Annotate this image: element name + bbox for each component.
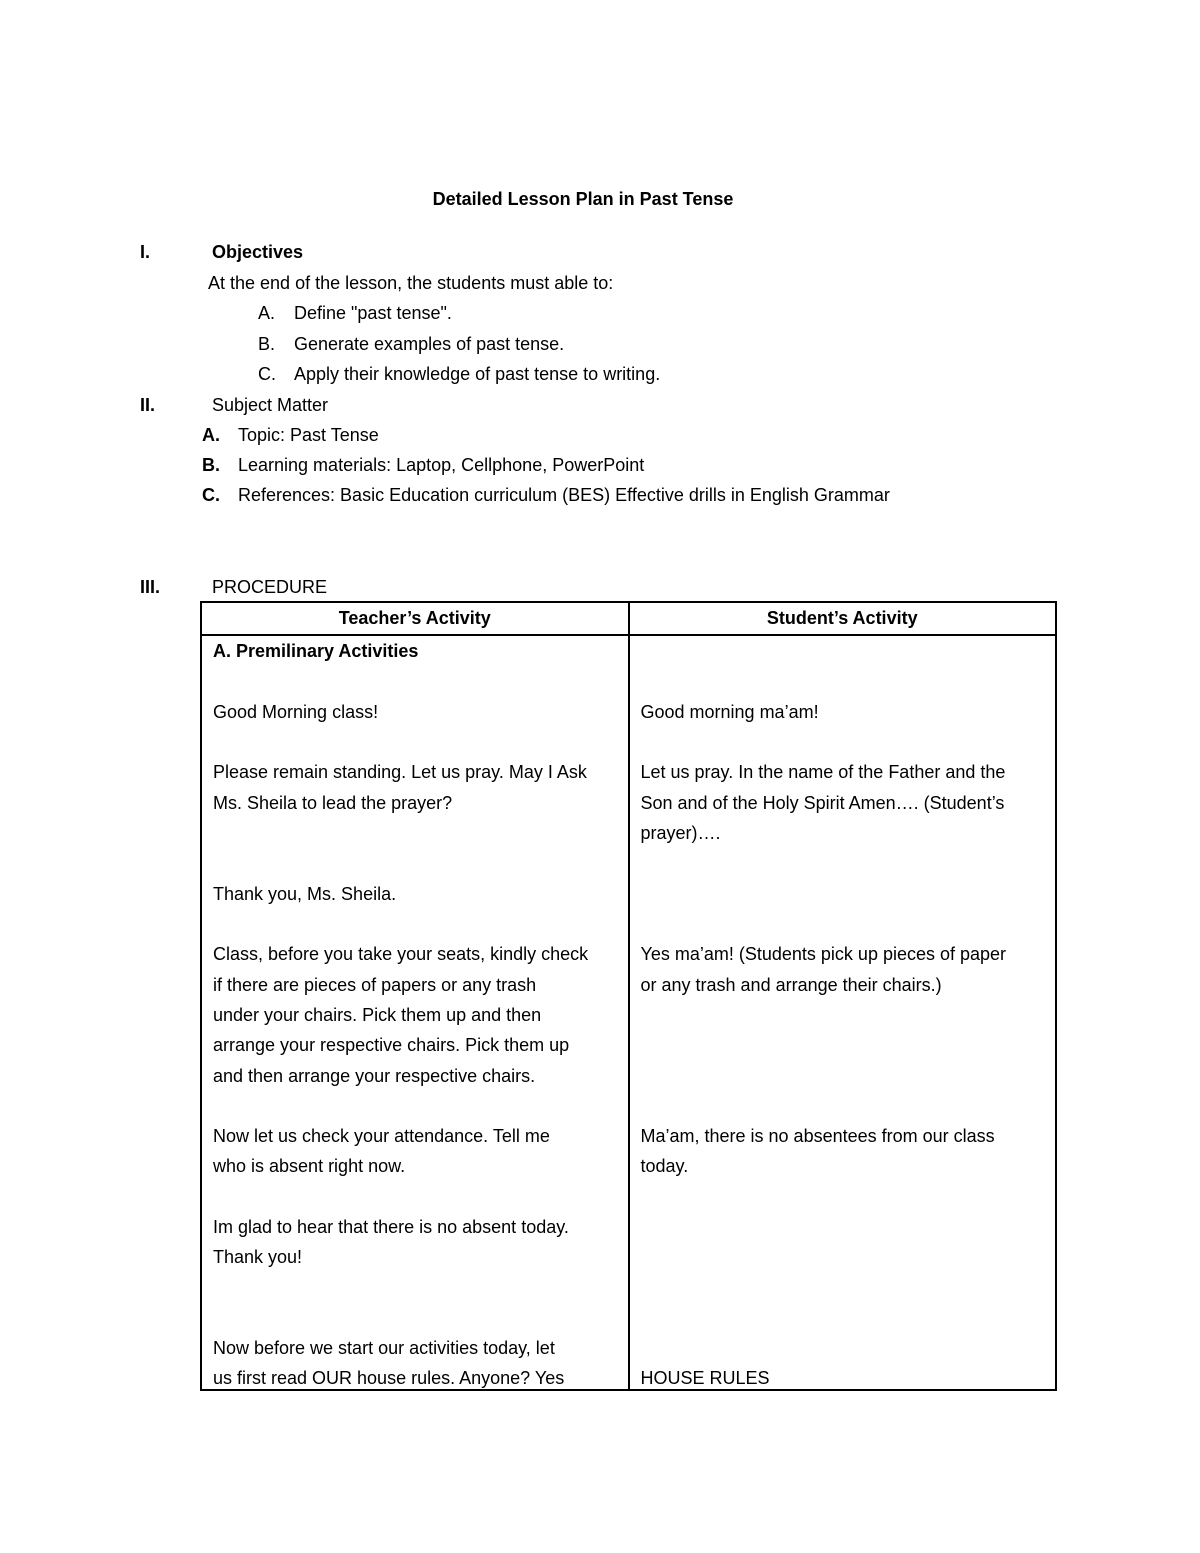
- teacher-line: if there are pieces of papers or any trash: [213, 975, 537, 995]
- teacher-line: A. Premilinary Activities: [213, 641, 419, 661]
- student-line: prayer)….: [640, 823, 721, 843]
- student-line: Ma’am, there is no absentees from our class: [640, 1126, 995, 1146]
- subject-item: References: Basic Education curriculum (BES) Effective drills in English Grammar: [238, 485, 890, 505]
- teacher-line: Ms. Sheila to lead the prayer?: [213, 793, 453, 813]
- objective-item: Apply their knowledge of past tense to writing.: [294, 364, 661, 384]
- objective-letter: C.: [258, 364, 276, 384]
- teacher-line: Im glad to hear that there is no absent today.: [213, 1217, 569, 1237]
- subject-item: Topic: Past Tense: [238, 425, 379, 445]
- objective-item: Define "past tense".: [294, 303, 452, 323]
- teacher-line: who is absent right now.: [213, 1156, 406, 1176]
- subject-letter: A.: [202, 425, 220, 445]
- teacher-line: arrange your respective chairs. Pick them up: [213, 1035, 570, 1055]
- procedure-numeral: III.: [140, 577, 161, 597]
- procedure-heading: PROCEDURE: [212, 577, 328, 597]
- teacher-line: Please remain standing. Let us pray. May I Ask: [213, 762, 587, 782]
- teacher-line: and then arrange your respective chairs.: [213, 1066, 536, 1086]
- procedure-table: [200, 601, 1057, 1391]
- teacher-line: Thank you, Ms. Sheila.: [213, 884, 397, 904]
- teacher-line: Now let us check your attendance. Tell me: [213, 1126, 550, 1146]
- teacher-line: Now before we start our activities today, let: [213, 1338, 555, 1358]
- teacher-line: Class, before you take your seats, kindly check: [213, 944, 589, 964]
- subject-matter-numeral: II.: [140, 395, 156, 415]
- student-line: Let us pray. In the name of the Father and the: [640, 762, 1006, 782]
- teacher-line: Thank you!: [213, 1247, 303, 1267]
- subject-matter-heading: Subject Matter: [212, 395, 329, 415]
- student-line: or any trash and arrange their chairs.): [640, 975, 942, 995]
- teacher-line: under your chairs. Pick them up and then: [213, 1005, 542, 1025]
- page-title: Detailed Lesson Plan in Past Tense: [432, 189, 734, 209]
- objectives-numeral: I.: [140, 242, 151, 262]
- subject-letter: C.: [202, 485, 220, 505]
- objectives-intro: At the end of the lesson, the students must able to:: [208, 273, 614, 293]
- teacher-line: Good Morning class!: [213, 702, 379, 722]
- student-line: Yes ma’am! (Students pick up pieces of paper: [640, 944, 1007, 964]
- student-line: Good morning ma’am!: [640, 702, 819, 722]
- student-activity-cell: [629, 635, 1057, 1390]
- student-activity-header: Student’s Activity: [629, 602, 1057, 635]
- student-line: today.: [640, 1156, 689, 1176]
- teacher-activity-cell: [201, 635, 629, 1390]
- subject-item: Learning materials: Laptop, Cellphone, PowerPoint: [238, 455, 645, 475]
- student-line: Son and of the Holy Spirit Amen…. (Student’s: [640, 793, 1005, 813]
- objective-letter: B.: [258, 334, 276, 354]
- objectives-heading: Objectives: [212, 242, 304, 262]
- student-line: HOUSE RULES: [640, 1368, 770, 1388]
- teacher-line: us first read OUR house rules. Anyone? Yes: [213, 1368, 565, 1388]
- objective-item: Generate examples of past tense.: [294, 334, 565, 354]
- teacher-activity-header: Teacher’s Activity: [201, 602, 629, 635]
- subject-letter: B.: [202, 455, 220, 475]
- objective-letter: A.: [258, 303, 276, 323]
